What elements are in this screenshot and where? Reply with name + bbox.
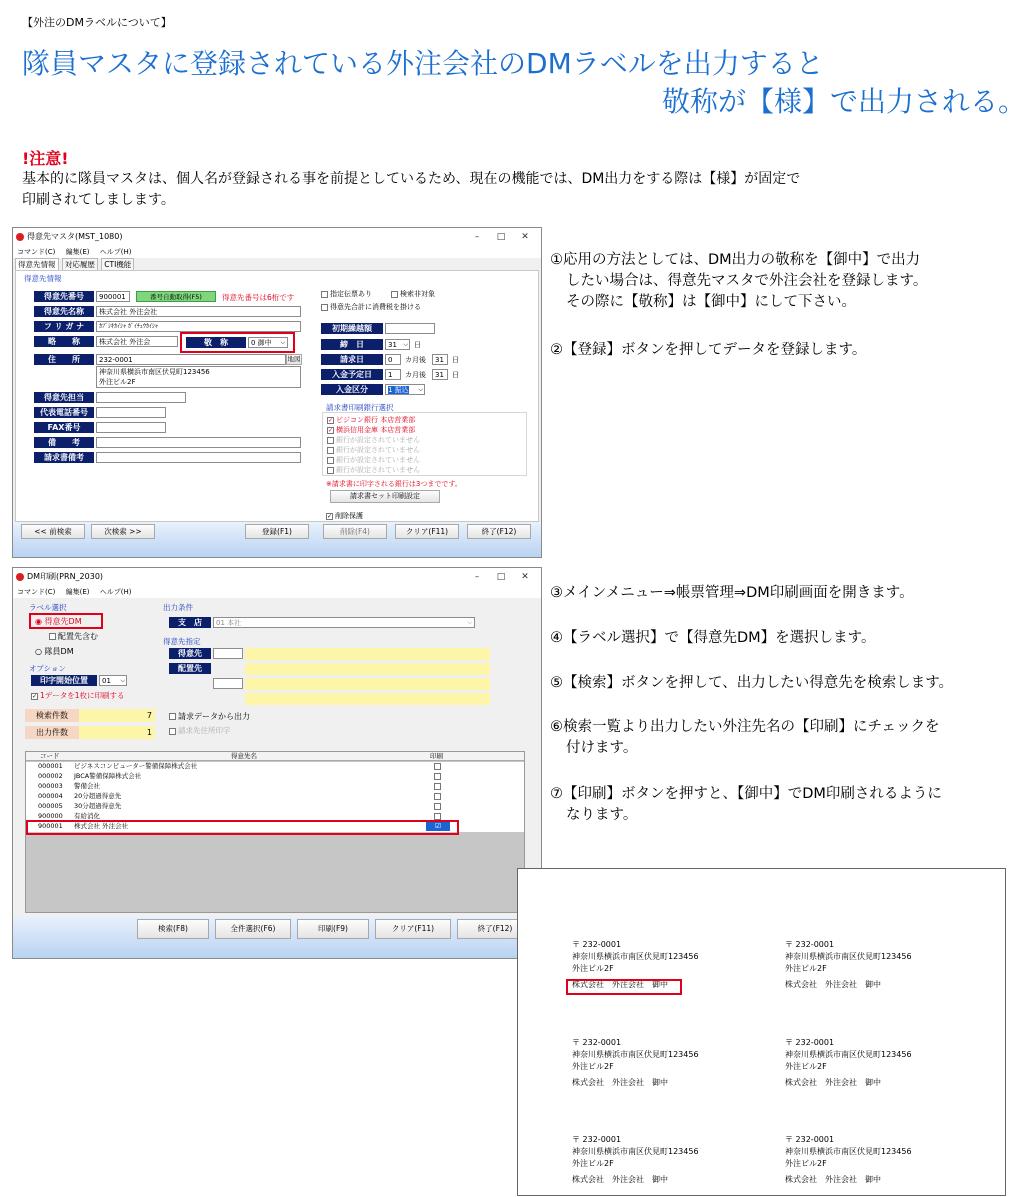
pay-month-suffix: カ月後 (405, 371, 426, 379)
bill-note-input[interactable] (96, 452, 301, 463)
bank-item-2[interactable]: ✓ 横浜信用金庫 本店営業部 (328, 426, 416, 434)
table-row[interactable]: 000002 JBCA警備保障株式会社 (26, 772, 524, 781)
close-button[interactable]: ✕ (521, 232, 529, 242)
search-button[interactable]: 検索(F8) (137, 919, 209, 939)
pay-month-input[interactable]: 1 (385, 369, 401, 380)
menu-help[interactable]: ヘルプ(H) (99, 248, 132, 256)
start-pos-select[interactable]: 01 ⌵ (99, 675, 127, 686)
exit-button[interactable]: 終了(F12) (457, 919, 533, 939)
label-closing: 締 日 (321, 339, 383, 350)
check-tax[interactable]: 得意先合計に消費税を掛ける (321, 302, 421, 312)
next-search-button[interactable]: 次検索 >> (91, 524, 155, 539)
zip-input[interactable]: 232-0001 (96, 354, 286, 365)
radio-customer-dm[interactable]: ◉ 得意先DM (35, 617, 82, 626)
name-input[interactable]: 株式会社 外注会社 (96, 306, 301, 317)
print-check[interactable] (434, 793, 441, 800)
bank-item-1[interactable]: ✓ ビジコン銀行 本店営業部 (328, 416, 416, 424)
customer-master-window (12, 227, 542, 558)
window-title: DM印刷(PRN_2030) (27, 572, 104, 581)
customer-info-panel (15, 270, 539, 522)
col-code[interactable]: コード (40, 752, 60, 760)
window-titlebar (13, 568, 541, 586)
window-footer (13, 916, 541, 959)
instruction-5: ⑤【検索】ボタンを押して、出力したい得意先を検索します。 (550, 675, 954, 691)
window-titlebar (13, 228, 541, 246)
instruction-6 (550, 717, 1010, 759)
label-phone: 代表電話番号 (34, 407, 94, 418)
chevron-down-icon: ⌵ (280, 339, 285, 346)
print-check[interactable] (434, 813, 441, 820)
pay-day-suffix: 日 (452, 371, 459, 379)
bill-month-input[interactable]: 0 (385, 354, 401, 365)
dest-extra-field-1 (245, 678, 490, 690)
tab-history[interactable]: 対応履歴 (62, 258, 98, 271)
bank-note: ※請求書に印字される銀行は3つまでです。 (326, 480, 462, 488)
label-4: 〒 232-0001 神奈川県横浜市南区伏見町123456 外注ビル2F 株式会社 外注会社 御中 (785, 1038, 912, 1087)
print-check[interactable] (434, 773, 441, 780)
warning-body (22, 169, 982, 211)
pay-type-select[interactable]: 1 振込 ⌵ (385, 384, 425, 395)
minimize-button[interactable]: – (474, 572, 480, 582)
label-1: 〒 232-0001 神奈川県横浜市南区伏見町123456 外注ビル2F 株式会社 外注会社 御中 (572, 940, 699, 989)
kana-input[interactable]: ｶﾌﾞｼｷｶｲｼｬ ｶﾞｲﾁｭｳｶｲｼｬ (96, 321, 301, 332)
bank-item-5[interactable]: 銀行が設定されていません (327, 455, 420, 465)
instruction-7a: ⑦【印刷】ボタンを押すと、【御中】でDM印刷されるように (550, 786, 942, 802)
chevron-down-icon: ⌵ (120, 677, 125, 684)
menu-command[interactable]: コマンド(C) (17, 588, 56, 596)
label-5: 〒 232-0001 神奈川県横浜市南区伏見町123456 外注ビル2F 株式会社 外注会社 御中 (572, 1135, 699, 1184)
bank-item-6[interactable]: 銀行が設定されていません (327, 465, 420, 475)
instruction-6a: ⑥検索一覧より出力したい外注先名の【印刷】にチェックを (550, 719, 940, 735)
dest-code-input[interactable] (213, 678, 243, 689)
app-icon (16, 573, 24, 581)
bank-list (322, 412, 527, 476)
warning-line2: 印刷されてしまします。 (22, 192, 175, 208)
address-line1: 神奈川県横浜市南区伏見町123456 (99, 368, 210, 376)
label-bill-note: 請求書備考 (34, 452, 94, 463)
table-row-selected[interactable]: 900001 株式会社 外注会社 ☑ (26, 822, 524, 831)
map-button[interactable]: 地図 (287, 355, 301, 363)
label-sheet-preview (517, 868, 1006, 1196)
label-dest: 配置先 (169, 663, 211, 674)
table-row[interactable]: 000001 ビジネスコンピューター警備保障株式会社 (26, 762, 524, 771)
print-button[interactable]: 印刷(F9) (297, 919, 369, 939)
register-button[interactable]: 登録(F1) (245, 524, 309, 539)
check-slip[interactable]: 指定伝票あり (321, 289, 372, 299)
exit-button[interactable]: 終了(F12) (467, 524, 531, 539)
instruction-4: ④【ラベル選択】で【得意先DM】を選択します。 (550, 630, 876, 646)
menu-command[interactable]: コマンド(C) (17, 248, 56, 256)
label-name: 得意先名称 (34, 306, 94, 317)
highlight-honorific (180, 332, 295, 353)
honorific-value: 0 御中 (251, 339, 272, 347)
closing-day-suffix: 日 (414, 341, 421, 349)
table-row[interactable]: 000004 20分超過得意先 (26, 792, 524, 801)
app-icon (16, 233, 24, 241)
check-exclude-search[interactable]: 検索非対象 (391, 289, 435, 299)
highlight-selected-row (26, 820, 459, 835)
bill-month-suffix: カ月後 (405, 356, 426, 364)
print-check-checked[interactable]: ☑ (426, 822, 450, 831)
col-name[interactable]: 得意先名 (231, 752, 257, 760)
clear-button[interactable]: クリア(F11) (395, 524, 459, 539)
output-count-value: 1 (79, 726, 155, 739)
check-one-per-sheet[interactable]: ✓ 1データを1枚に印刷する (32, 691, 125, 700)
customer-name-field (245, 648, 490, 660)
fax-input[interactable] (96, 422, 166, 433)
grid-header (26, 752, 524, 761)
check-include-dest[interactable]: 配置先含む (49, 631, 98, 642)
label-fax: FAX番号 (34, 422, 94, 433)
output-cond-title: 出力条件 (163, 603, 193, 612)
label-pay-type: 入金区分 (321, 384, 383, 395)
instruction-7b: なります。 (566, 807, 638, 823)
customer-spec-title: 得意先指定 (163, 637, 201, 646)
table-row[interactable]: 900000 有給消化 (26, 812, 524, 821)
short-input[interactable]: 株式会社 外注会 (96, 336, 178, 347)
col-print[interactable]: 印刷 (430, 752, 443, 760)
print-check[interactable] (434, 803, 441, 810)
instruction-6b: 付けます。 (566, 740, 638, 756)
branch-select[interactable]: 01 本社 ⌵ (213, 617, 475, 628)
dest-name-field (245, 663, 490, 675)
warning-title: !注意! (22, 149, 69, 168)
instruction-2: ②【登録】ボタンを押してデータを登録します。 (550, 342, 867, 358)
label-branch: 支 店 (169, 617, 211, 628)
label-honorific: 敬 称 (186, 337, 246, 348)
window-title: 得意先マスタ(MST_1080) (27, 232, 123, 241)
menubar (13, 246, 541, 258)
label-search-count: 検索件数 (25, 709, 79, 722)
tab-bar (15, 258, 135, 270)
highlight-customer-dm (29, 613, 103, 629)
bank-item-4[interactable]: 銀行が設定されていません (327, 445, 420, 455)
check-bill-address[interactable]: 請求先住所印字 (169, 725, 231, 736)
headline-line1: 隊員マスタに登録されている外注会社のDMラベルを出力すると (22, 47, 824, 80)
check-from-bill[interactable]: 請求データから出力 (169, 711, 250, 722)
label-address: 住 所 (34, 354, 94, 365)
label-3: 〒 232-0001 神奈川県横浜市南区伏見町123456 外注ビル2F 株式会社 外注会社 御中 (572, 1038, 699, 1087)
label-short: 略 称 (34, 336, 94, 347)
label-note: 備 考 (34, 437, 94, 448)
label-6: 〒 232-0001 神奈川県横浜市南区伏見町123456 外注ビル2F 株式会社 外注会社 御中 (785, 1135, 912, 1184)
maximize-button[interactable]: □ (496, 572, 506, 582)
table-row[interactable]: 000003 警備会社 (26, 782, 524, 791)
menubar (13, 586, 541, 598)
address-input[interactable] (96, 366, 301, 388)
bank-section-label: 請求書印刷銀行選択 (326, 403, 394, 412)
table-row[interactable]: 000005 30分超過得意先 (26, 802, 524, 811)
clear-button[interactable]: クリア(F11) (375, 919, 451, 939)
menu-edit[interactable]: 編集(E) (65, 588, 90, 596)
label-pay-date: 入金予定日 (321, 369, 383, 380)
menu-edit[interactable]: 編集(E) (65, 248, 90, 256)
closing-select[interactable]: 31 ⌵ (385, 339, 410, 350)
option-title: オプション (29, 664, 66, 673)
dm-print-window (12, 567, 542, 959)
label-2: 〒 232-0001 神奈川県横浜市南区伏見町123456 外注ビル2F 株式会社 外注会社 御中 (785, 940, 912, 989)
close-button[interactable]: ✕ (521, 572, 529, 582)
chevron-down-icon: ⌵ (403, 341, 408, 348)
bill-day-input[interactable]: 31 (432, 354, 448, 365)
init-balance-input[interactable] (385, 323, 435, 334)
label-start-pos: 印字開始位置 (31, 675, 97, 686)
doc-section-title: 【外注のDMラベルについて】 (22, 16, 172, 29)
dest-extra-field-2 (245, 693, 490, 705)
chevron-down-icon: ⌵ (418, 386, 423, 393)
instruction-3: ③メインメニュー⇒帳票管理⇒DM印刷画面を開きます。 (550, 585, 914, 601)
tab-cti[interactable]: CTI機能 (101, 258, 134, 271)
highlight-label-name (566, 979, 682, 995)
delete-protect-check[interactable]: ✓ 削除保護 (327, 512, 363, 520)
prev-search-button[interactable]: << 前検索 (21, 524, 85, 539)
bill-day-suffix: 日 (452, 356, 459, 364)
select-all-button[interactable]: 全件選択(F6) (215, 919, 291, 939)
label-bill-date: 請求日 (321, 354, 383, 365)
tab-customer-info[interactable]: 得意先情報 (15, 258, 59, 271)
print-check[interactable] (434, 783, 441, 790)
code-input[interactable]: 900001 (96, 291, 130, 302)
delete-button[interactable]: 削除(F4) (323, 524, 387, 539)
bill-set-print-button[interactable]: 請求書セット印刷設定 (330, 490, 440, 503)
customer-grid (25, 751, 525, 913)
maximize-button[interactable]: □ (496, 232, 506, 242)
phone-input[interactable] (96, 407, 166, 418)
label-init-balance: 初期繰越額 (321, 323, 383, 334)
auto-number-button[interactable]: 番号自動取得(F5) (136, 291, 216, 302)
radio-member-dm[interactable]: ○ 隊員DM (35, 647, 74, 656)
bank-item-3[interactable]: 銀行が設定されていません (327, 435, 420, 445)
instruction-1c: その際に【敬称】は【御中】にして下さい。 (566, 294, 856, 310)
window-footer (13, 522, 541, 558)
address-line2: 外注ビル2F (99, 378, 136, 386)
person-input[interactable] (96, 392, 186, 403)
customer-code-input[interactable] (213, 648, 243, 659)
print-check[interactable] (434, 763, 441, 770)
instruction-1 (550, 250, 1010, 313)
minimize-button[interactable]: – (474, 232, 480, 242)
label-output-count: 出力件数 (25, 726, 79, 739)
instruction-7 (550, 784, 1010, 826)
label-customer: 得意先 (169, 648, 211, 659)
section-label: 得意先情報 (24, 274, 62, 283)
note-input[interactable] (96, 437, 301, 448)
instruction-1a: ①応用の方法としては、DM出力の敬称を【御中】で出力 (550, 252, 921, 268)
pay-day-input[interactable]: 31 (432, 369, 448, 380)
chevron-down-icon: ⌵ (467, 619, 472, 626)
search-count-value: 7 (79, 709, 155, 722)
menu-help[interactable]: ヘルプ(H) (99, 588, 132, 596)
code-hint: 得意先番号は6桁です (222, 293, 295, 302)
label-code: 得意先番号 (34, 291, 94, 302)
label-person: 得意先担当 (34, 392, 94, 403)
instruction-1b: したい場合は、得意先マスタで外注会社を登録します。 (566, 273, 928, 289)
headline-line2: 敬称が【様】で出力される。 (662, 85, 1027, 118)
warning-line1: 基本的に隊員マスタは、個人名が登録される事を前提としているため、現在の機能では、DM出力をする際は【様】が固定で (22, 171, 801, 187)
label-select-title: ラベル選択 (29, 603, 67, 612)
label-kana: フ リ ガ ナ (34, 321, 94, 332)
